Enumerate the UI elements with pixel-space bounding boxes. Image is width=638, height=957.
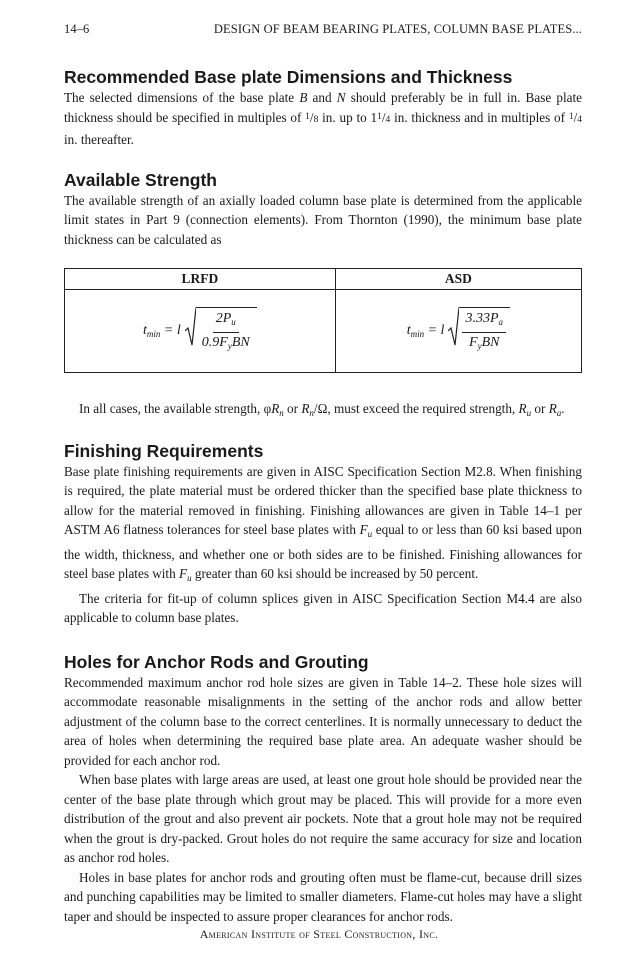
page-content <box>64 66 582 926</box>
sqrt-symbol: $\frac{2P_u}{0.9F_yBN}$ <box>185 307 257 355</box>
heading-holes: Holes for Anchor Rods and Grouting <box>64 651 369 672</box>
lrfd-formula-cell <box>65 290 336 373</box>
paragraph-holes-3: Holes in base plates for anchor rods and grouting often must be flame-cut, because drill sizes and punching capabilities may be limited to smaller diameters. Flame-cut holes may have a slight taper and should be inspected to assure proper clearances for anchor rods. <box>64 869 582 924</box>
asd-formula-cell <box>335 290 581 373</box>
paragraph-holes-2: When base plates with large areas are used, at least one grout hole should be provided near the center of the base plate through which grout may be placed. This will provide for a more even distribution of the grout and also prevent air pockets. Note that a grout hole may not be required when the grout is dry-packed. Grout holes do not require the same accuracy for size and location as anchor rod holes. <box>64 772 582 865</box>
paragraph-recommended: The selected dimensions of the base plate B and N should preferably be in full in. Base plate thickness should be specified in multiples of $^1$/8 in. up to $1^1/4$ in. thickness and in multiples of $^1$/4 in. thereafter. <box>64 90 582 147</box>
publisher-name: American Institute of Steel Construction, Inc. <box>199 927 439 941</box>
heading-finishing: Finishing Requirements <box>64 440 264 461</box>
paragraph-finishing-1: Base plate finishing requirements are given in AISC Specification Section M2.8. When finishing is required, the plate material must be ordered thicker than the specified base plate thickness to allow for the material removed in finishing. Finishing allowances are given in Table 14–1 per ASTM A6 flatness tolerances for steel base plates with $F_u$ equal to or less than 60 ksi based upon the width, thickness, and whether one or both sides are to be finished. Finishing allowances for steel base plates with $F_u$ greater than 60 ksi should be increased by 50 percent. <box>64 463 582 583</box>
column-header-lrfd: LRFD <box>65 269 336 290</box>
running-header <box>64 22 582 37</box>
asd-formula: $t_{min} = l$ $\frac{3.33P_a}{F_yBN}$ <box>407 307 510 355</box>
lrfd-formula: $t_{min} = l$ $\frac{2P_u}{0.9F_yBN}$ <box>143 307 257 355</box>
sqrt-symbol: $\frac{3.33P_a}{F_yBN}$ <box>448 307 510 355</box>
column-header-asd: ASD <box>335 269 581 290</box>
paragraph-finishing-2: The criteria for fit-up of column splices given in AISC Specification Section M4.4 are also applicable to column base plates. <box>64 590 582 625</box>
heading-recommended: Recommended Base plate Dimensions and Thickness <box>64 67 513 87</box>
chapter-title: DESIGN OF BEAM BEARING PLATES, COLUMN BASE PLATES... <box>213 22 582 36</box>
page-footer <box>0 927 638 942</box>
paragraph-available-strength: The available strength of an axially loaded column base plate is determined from the applicable limit states in Part 9 (connection elements). From Thornton (1990), the minimum base plate thickness can be calculated as <box>64 192 582 247</box>
heading-available-strength: Available Strength <box>64 169 217 190</box>
page-number: 14–6 <box>64 22 90 36</box>
formula-table <box>64 268 582 373</box>
paragraph-holes-1: Recommended maximum anchor rod hole sizes are given in Table 14–2. These hole sizes will accommodate reasonable misalignments in the setting of the anchor rods and allow better adjustment of the column base to the correct centerlines. It is normally unnecessary to deduct the area of holes when determining the required base plate area. An adequate washer should be provided for each anchor rod. <box>64 674 582 768</box>
paragraph-in-all-cases: In all cases, the available strength, $\varphi R_n$ or $R_n/\Omega$, must exceed the required strength, $R_u$ or $R_a$. <box>79 401 565 418</box>
